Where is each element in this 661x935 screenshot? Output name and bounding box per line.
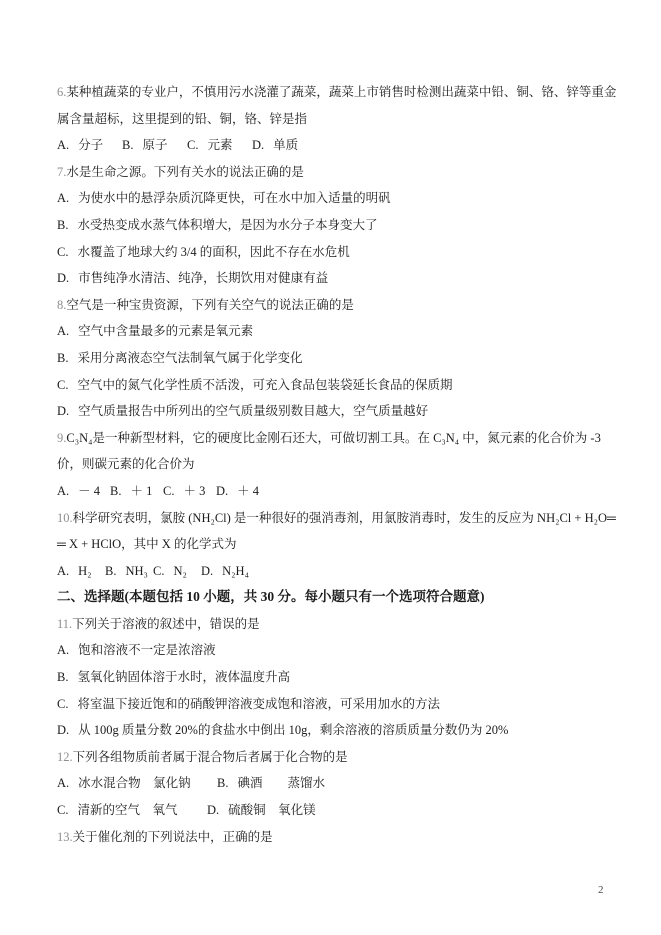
- option-label: A.: [57, 191, 70, 206]
- option-label: C.: [187, 138, 199, 153]
- exam-body: [57, 79, 620, 850]
- option-b: [105, 558, 153, 585]
- question-text: 下列关于溶液的叙述中，错误的是: [72, 616, 260, 631]
- option-text: 市售纯净水清洁、纯净，长期饮用对健康有益: [78, 271, 329, 286]
- question-11-stem: [57, 611, 620, 638]
- option-b: [217, 770, 325, 797]
- option-c: [163, 478, 216, 505]
- option-text: 为使水中的悬浮杂质沉降更快，可在水中加入适量的明矾: [78, 191, 391, 206]
- option-c: [57, 797, 207, 824]
- option-label: B.: [57, 670, 69, 685]
- question-6-options: [57, 132, 620, 159]
- option-text: 饱和溶液不一定是浓溶液: [78, 643, 216, 658]
- option-label: C.: [153, 563, 165, 578]
- option-a: [57, 558, 105, 585]
- question-9-options: [57, 478, 620, 505]
- question-6-stem: [57, 79, 620, 132]
- option-text: ＋ 3: [183, 483, 206, 498]
- question-text: 空气是一种宝贵资源，下列有关空气的说法正确的是: [66, 297, 354, 312]
- question-number: 7.: [57, 164, 67, 179]
- question-number: 12.: [57, 749, 73, 764]
- question-12-stem: [57, 744, 620, 771]
- option-label: D.: [57, 404, 70, 419]
- question-number: 8.: [57, 297, 67, 312]
- question-text: 水是生命之源。下列有关水的说法正确的是: [66, 164, 304, 179]
- option-text: ＋ 1: [130, 483, 153, 498]
- option-label: C.: [57, 377, 69, 392]
- option-text: 空气质量报告中所列出的空气质量级别数目越大，空气质量越好: [78, 404, 429, 419]
- option-label: B.: [105, 563, 117, 578]
- question-7-option-c: [57, 239, 620, 266]
- option-d: [207, 797, 316, 824]
- option-label: D.: [252, 138, 265, 153]
- option-label: B.: [217, 776, 229, 791]
- option-c: [187, 132, 252, 159]
- option-text: NH₃: [125, 563, 148, 578]
- option-label: D.: [57, 271, 70, 286]
- option-label: A.: [57, 776, 70, 791]
- option-text: 碘酒 蒸馏水: [237, 776, 325, 791]
- option-text: N₂H₄: [222, 563, 249, 578]
- option-a: [57, 478, 110, 505]
- option-label: B.: [122, 138, 134, 153]
- option-c: [153, 558, 201, 585]
- option-text: 水受热变成水蒸气体积增大，是因为水分子本身变大了: [77, 217, 378, 232]
- option-text: － 4: [78, 483, 101, 498]
- question-8-option-a: [57, 318, 620, 345]
- option-text: 分子: [78, 138, 104, 153]
- option-label: B.: [57, 350, 69, 365]
- option-text: 原子: [142, 138, 168, 153]
- question-10-options: [57, 558, 620, 585]
- question-7-option-a: [57, 185, 620, 212]
- option-text: 清新的空气 氧气: [77, 803, 178, 818]
- question-7-stem: [57, 159, 620, 186]
- question-10-stem: [57, 505, 620, 558]
- question-text: 下列各组物质前者属于混合物后者属于化合物的是: [72, 749, 348, 764]
- option-a: [57, 132, 122, 159]
- option-d: [216, 478, 269, 505]
- option-text: 元素: [207, 138, 233, 153]
- question-8-option-b: [57, 345, 620, 372]
- option-b: [122, 132, 187, 159]
- question-number: 11.: [57, 616, 73, 631]
- question-11-option-d: [57, 717, 620, 744]
- option-label: B.: [57, 217, 69, 232]
- option-label: D.: [207, 803, 220, 818]
- question-number: 10.: [57, 510, 73, 525]
- option-b: [110, 478, 163, 505]
- option-text: 将室温下接近饱和的硝酸钾溶液变成饱和溶液，可采用加水的方法: [77, 696, 440, 711]
- question-number: 13.: [57, 829, 73, 844]
- question-12-options-row-1: [57, 770, 620, 797]
- option-text: H₂: [78, 563, 92, 578]
- question-11-option-b: [57, 664, 620, 691]
- option-label: B.: [110, 483, 122, 498]
- option-text: 空气中含量最多的元素是氧元素: [78, 324, 254, 339]
- question-8-stem: [57, 292, 620, 319]
- question-8-option-d: [57, 398, 620, 425]
- question-number: 9.: [57, 430, 67, 445]
- option-text: 水覆盖了地球大约 3/4 的面积，因此不存在水危机: [77, 244, 350, 259]
- section-2-header: 二、选择题(本题包括 10 小题，共 30 分。每小题只有一个选项符合题意): [57, 589, 485, 605]
- question-text: 科学研究表明，氯胺 (NH₂Cl) 是一种很好的强消毒剂，用氯胺消毒时，发生的反应为 NH₂Cl + H₂O══ X + HClO，其中 X 的化学式为: [57, 510, 616, 552]
- option-text: 氢氧化钠固体溶于水时，液体温度升高: [77, 670, 290, 685]
- option-label: D.: [57, 723, 70, 738]
- question-text: 某种植蔬菜的专业户，不慎用污水浇灌了蔬菜，蔬菜上市销售时检测出蔬菜中铅、铜、铬、锌等重金属含量超标，这里提到的铅、铜，铬、锌是指: [57, 85, 617, 126]
- question-8-option-c: [57, 372, 620, 399]
- option-label: D.: [216, 483, 229, 498]
- question-13-stem: [57, 824, 620, 851]
- option-label: C.: [57, 244, 69, 259]
- question-11-option-a: [57, 637, 620, 664]
- option-d: [201, 558, 249, 585]
- question-7-option-d: [57, 265, 620, 292]
- question-7-option-b: [57, 212, 620, 239]
- option-label: D.: [201, 563, 214, 578]
- option-text: 空气中的氮气化学性质不活泼，可充入食品包装袋延长食品的保质期: [77, 377, 453, 392]
- question-text: C₃N₄是一种新型材料，它的硬度比金刚石还大，可做切割工具。在 C₃N₄ 中，氮元素的化合价为 -3 价，则碳元素的化合价为: [57, 430, 601, 472]
- option-label: A.: [57, 483, 70, 498]
- option-text: 冰水混合物 氯化钠: [78, 776, 191, 791]
- question-number: 6.: [57, 85, 67, 99]
- option-label: C.: [57, 803, 69, 818]
- option-label: C.: [57, 696, 69, 711]
- option-a: [57, 770, 217, 797]
- option-d: [252, 132, 317, 159]
- option-label: A.: [57, 324, 70, 339]
- option-text: 单质: [273, 138, 299, 153]
- page-number: 2: [598, 884, 604, 896]
- question-text: 关于催化剂的下列说法中，正确的是: [72, 829, 273, 844]
- question-9-stem: [57, 425, 620, 478]
- question-11-option-c: [57, 691, 620, 718]
- option-label: C.: [163, 483, 175, 498]
- option-text: 硫酸铜 氧化镁: [228, 803, 316, 818]
- option-text: ＋ 4: [237, 483, 260, 498]
- option-label: A.: [57, 643, 70, 658]
- question-12-options-row-2: [57, 797, 620, 824]
- option-text: N₂: [173, 563, 187, 578]
- option-label: A.: [57, 138, 70, 153]
- option-text: 从 100g 质量分数 20%的食盐水中倒出 10g，剩余溶液的溶质质量分数仍为 20%: [78, 723, 509, 738]
- option-text: 采用分离液态空气法制氧气属于化学变化: [77, 350, 303, 365]
- option-label: A.: [57, 563, 70, 578]
